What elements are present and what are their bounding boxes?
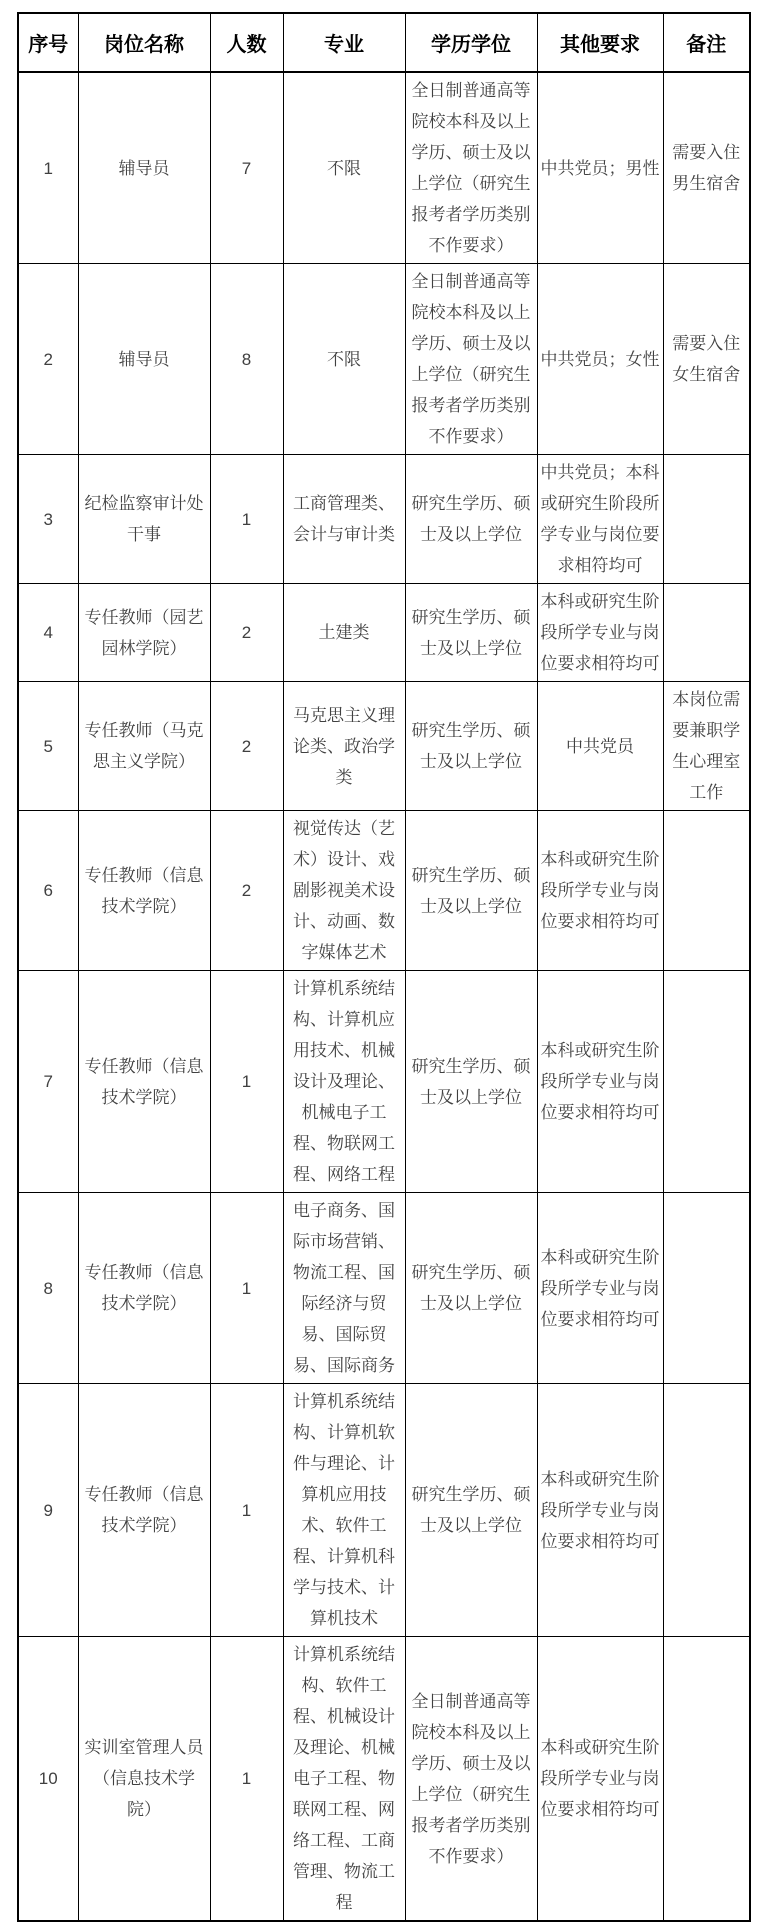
cell-headcount: 8 [210,264,283,455]
cell-no: 6 [18,811,78,971]
column-header-no: 序号 [18,13,78,72]
cell-position-name: 辅导员 [78,264,210,455]
cell-remarks [663,1193,750,1384]
cell-no: 7 [18,971,78,1193]
cell-no: 1 [18,72,78,264]
cell-no: 8 [18,1193,78,1384]
cell-other-requirements: 本科或研究生阶段所学专业与岗位要求相符均可 [537,1637,663,1922]
cell-other-requirements: 本科或研究生阶段所学专业与岗位要求相符均可 [537,971,663,1193]
cell-remarks [663,811,750,971]
cell-position-name: 纪检监察审计处干事 [78,455,210,584]
cell-major: 计算机系统结构、软件工程、机械设计及理论、机械电子工程、物联网工程、网络工程、工商管理、物流工程 [283,1637,405,1922]
cell-headcount: 7 [210,72,283,264]
cell-headcount: 1 [210,455,283,584]
cell-other-requirements: 本科或研究生阶段所学专业与岗位要求相符均可 [537,1384,663,1637]
cell-remarks [663,1384,750,1637]
cell-other-requirements: 本科或研究生阶段所学专业与岗位要求相符均可 [537,584,663,682]
table-row [18,1384,750,1637]
cell-position-name: 专任教师（马克思主义学院） [78,682,210,811]
cell-degree: 研究生学历、硕士及以上学位 [405,1193,537,1384]
cell-headcount: 1 [210,1384,283,1637]
cell-degree: 研究生学历、硕士及以上学位 [405,971,537,1193]
cell-remarks: 需要入住男生宿舍 [663,72,750,264]
table-row [18,584,750,682]
column-header-degree: 学历学位 [405,13,537,72]
cell-major: 不限 [283,264,405,455]
cell-major: 土建类 [283,584,405,682]
table-row [18,811,750,971]
cell-major: 马克思主义理论类、政治学类 [283,682,405,811]
table-row [18,1637,750,1922]
column-header-headcount: 人数 [210,13,283,72]
cell-no: 4 [18,584,78,682]
cell-degree: 全日制普通高等院校本科及以上学历、硕士及以上学位（研究生报考者学历类别不作要求） [405,1637,537,1922]
cell-degree: 研究生学历、硕士及以上学位 [405,811,537,971]
cell-no: 5 [18,682,78,811]
cell-other-requirements: 中共党员 [537,682,663,811]
cell-major: 视觉传达（艺术）设计、戏剧影视美术设计、动画、数字媒体艺术 [283,811,405,971]
table-body [18,72,750,1921]
column-header-major: 专业 [283,13,405,72]
cell-other-requirements: 本科或研究生阶段所学专业与岗位要求相符均可 [537,1193,663,1384]
table-header-row [18,13,750,72]
table-row [18,72,750,264]
table-row [18,682,750,811]
table-row [18,264,750,455]
cell-degree: 研究生学历、硕士及以上学位 [405,682,537,811]
column-header-other-requirements: 其他要求 [537,13,663,72]
cell-other-requirements: 中共党员；男性 [537,72,663,264]
table-row [18,1193,750,1384]
cell-major: 不限 [283,72,405,264]
cell-major: 工商管理类、会计与审计类 [283,455,405,584]
cell-headcount: 2 [210,584,283,682]
cell-other-requirements: 中共党员；女性 [537,264,663,455]
cell-major: 电子商务、国际市场营销、物流工程、国际经济与贸易、国际贸易、国际商务 [283,1193,405,1384]
cell-position-name: 专任教师（信息技术学院） [78,811,210,971]
cell-headcount: 1 [210,1637,283,1922]
cell-degree: 研究生学历、硕士及以上学位 [405,1384,537,1637]
cell-no: 2 [18,264,78,455]
cell-headcount: 2 [210,682,283,811]
cell-degree: 研究生学历、硕士及以上学位 [405,455,537,584]
recruitment-positions-table [17,12,751,1922]
cell-position-name: 辅导员 [78,72,210,264]
cell-position-name: 专任教师（信息技术学院） [78,971,210,1193]
cell-remarks [663,455,750,584]
cell-major: 计算机系统结构、计算机软件与理论、计算机应用技术、软件工程、计算机科学与技术、计算机技术 [283,1384,405,1637]
table-row [18,971,750,1193]
cell-headcount: 1 [210,1193,283,1384]
cell-degree: 全日制普通高等院校本科及以上学历、硕士及以上学位（研究生报考者学历类别不作要求） [405,264,537,455]
cell-other-requirements: 本科或研究生阶段所学专业与岗位要求相符均可 [537,811,663,971]
cell-no: 3 [18,455,78,584]
column-header-remarks: 备注 [663,13,750,72]
cell-degree: 全日制普通高等院校本科及以上学历、硕士及以上学位（研究生报考者学历类别不作要求） [405,72,537,264]
cell-position-name: 实训室管理人员（信息技术学院） [78,1637,210,1922]
column-header-position-name: 岗位名称 [78,13,210,72]
cell-position-name: 专任教师（信息技术学院） [78,1193,210,1384]
cell-no: 9 [18,1384,78,1637]
cell-degree: 研究生学历、硕士及以上学位 [405,584,537,682]
cell-other-requirements: 中共党员；本科或研究生阶段所学专业与岗位要求相符均可 [537,455,663,584]
cell-position-name: 专任教师（园艺园林学院） [78,584,210,682]
cell-remarks [663,971,750,1193]
cell-remarks [663,584,750,682]
cell-no: 10 [18,1637,78,1922]
cell-headcount: 1 [210,971,283,1193]
cell-remarks: 需要入住女生宿舍 [663,264,750,455]
cell-major: 计算机系统结构、计算机应用技术、机械设计及理论、机械电子工程、物联网工程、网络工程 [283,971,405,1193]
cell-remarks: 本岗位需要兼职学生心理室工作 [663,682,750,811]
cell-headcount: 2 [210,811,283,971]
cell-remarks [663,1637,750,1922]
cell-position-name: 专任教师（信息技术学院） [78,1384,210,1637]
table-row [18,455,750,584]
